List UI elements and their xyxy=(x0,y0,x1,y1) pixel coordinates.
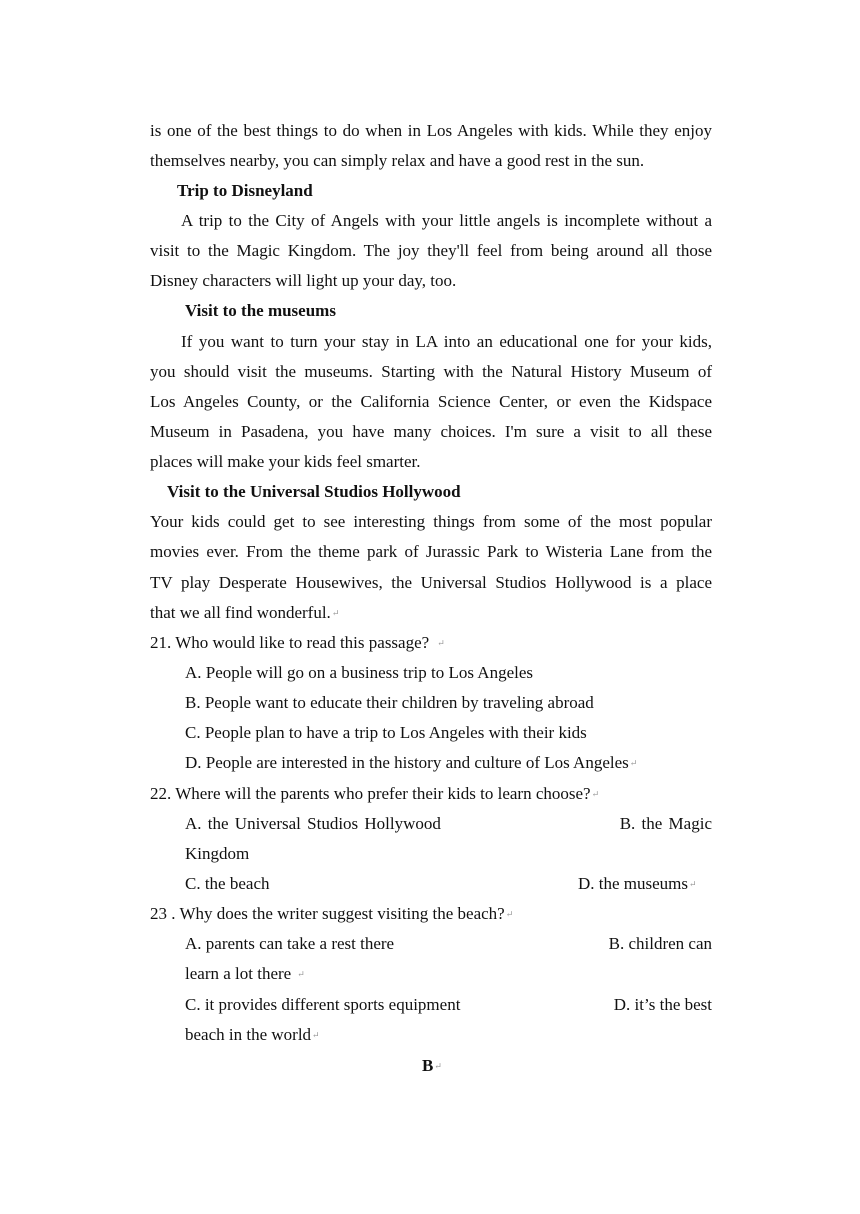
paragraph-mark-icon: ↵ xyxy=(505,909,514,919)
option-23-d: D. it’s the best xyxy=(613,995,712,1014)
option-21-c: C. People plan to have a trip to Los Angeles with their kids xyxy=(185,723,587,742)
passage-line: Your kids could get to see interesting things from some of the most popular xyxy=(150,512,712,531)
option-21-b: B. People want to educate their children by traveling abroad xyxy=(185,693,594,712)
options-23-ab xyxy=(150,929,712,959)
options-22-ab xyxy=(150,809,712,839)
option-text: learn a lot there xyxy=(185,964,292,983)
option-22-d xyxy=(578,869,697,899)
option-text: D. the museums xyxy=(578,874,689,893)
passage-text: that we all find wonderful. xyxy=(150,603,331,622)
question-23 xyxy=(150,899,712,929)
section-heading-disneyland: Trip to Disneyland xyxy=(177,181,313,200)
passage-line: you should visit the museums. Starting with the Natural History Museum of xyxy=(150,362,712,381)
question-21 xyxy=(150,628,712,658)
option-text: D. People are interested in the history and culture of Los Angeles xyxy=(185,753,629,772)
paragraph-mark-icon: ↵ xyxy=(434,1061,442,1071)
section-heading-universal: Visit to the Universal Studios Hollywood xyxy=(167,482,461,501)
option-21-a: A. People will go on a business trip to Los Angeles xyxy=(185,663,534,682)
passage-line: TV play Desperate Housewives, the Universal Studios Hollywood is a place xyxy=(150,573,712,592)
option-22-c: C. the beach xyxy=(185,874,270,893)
paragraph-mark-icon: ↵ xyxy=(689,879,697,889)
option-21-d xyxy=(185,748,747,778)
passage-line: A trip to the City of Angels with your little angels is incomplete without a xyxy=(181,211,712,230)
options-22-cd xyxy=(150,869,712,899)
option-23-b-continued xyxy=(185,959,747,989)
option-23-b: B. children can xyxy=(608,934,712,953)
option-22-b-continued: Kingdom xyxy=(185,844,250,863)
passage-line: If you want to turn your stay in LA into an educational one for your kids, xyxy=(181,332,712,351)
paragraph-mark-icon: ↵ xyxy=(629,758,638,768)
paragraph-mark-icon: ↵ xyxy=(312,1030,320,1040)
option-text: beach in the world xyxy=(185,1025,312,1044)
passage-line: is one of the best things to do when in Los Angeles with kids. While they enjoy xyxy=(150,121,712,140)
paragraph-mark-icon: ↵ xyxy=(297,969,305,979)
passage-line xyxy=(150,598,712,628)
paragraph-mark-icon: ↵ xyxy=(591,789,600,799)
passage-line: Museum in Pasadena, you have many choices. I'm sure a visit to all these xyxy=(150,422,712,441)
options-23-cd xyxy=(150,990,712,1020)
option-23-c: C. it provides different sports equipment xyxy=(185,995,461,1014)
passage-line: visit to the Magic Kingdom. The joy they'll feel from being around all those xyxy=(150,241,712,260)
question-22 xyxy=(150,779,712,809)
question-text: 23 . Why does the writer suggest visiting the beach? xyxy=(150,904,505,923)
option-22-a: A. the Universal Studios Hollywood xyxy=(185,814,441,833)
passage-line: places will make your kids feel smarter. xyxy=(150,452,421,471)
paragraph-mark-icon: ↵ xyxy=(331,608,340,618)
passage-line: Los Angeles County, or the California Science Center, or even the Kidspace xyxy=(150,392,712,411)
paragraph-mark-icon: ↵ xyxy=(437,638,445,648)
section-label xyxy=(422,1051,482,1081)
passage-line: movies ever. From the theme park of Jurassic Park to Wisteria Lane from the xyxy=(150,542,712,561)
section-label-text: B xyxy=(422,1056,434,1075)
passage-line: themselves nearby, you can simply relax and have a good rest in the sun. xyxy=(150,151,645,170)
passage-line: Disney characters will light up your day, too. xyxy=(150,271,457,290)
option-23-a: A. parents can take a rest there xyxy=(185,934,395,953)
question-text: 22. Where will the parents who prefer their kids to learn choose? xyxy=(150,784,591,803)
option-23-d-continued xyxy=(185,1020,747,1050)
option-22-b: B. the Magic xyxy=(619,814,712,833)
question-text: 21. Who would like to read this passage? xyxy=(150,633,430,652)
section-heading-museums: Visit to the museums xyxy=(185,301,336,320)
